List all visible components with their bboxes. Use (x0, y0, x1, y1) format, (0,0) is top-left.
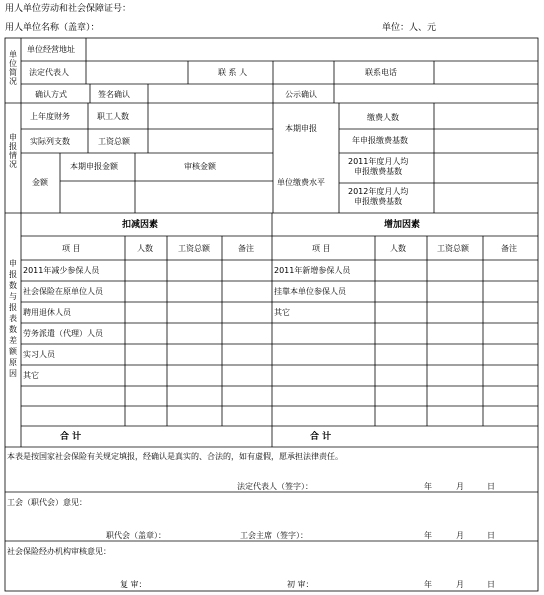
date-day: 日 (487, 580, 495, 589)
confirm-method-label: 确认方式 (35, 90, 67, 99)
apply-amount-label: 本期申报金额 (70, 162, 118, 171)
increase-total-label: 合 计 (310, 432, 332, 442)
level-2012-label: 2012年度月人均 申报缴费基数 (348, 187, 409, 206)
union-opinion-label: 工会（职代会）意见： (7, 498, 87, 507)
date-year: 年 (424, 482, 432, 491)
current-apply-label: 本期申报 (285, 124, 317, 133)
first-review-label: 初 审： (287, 580, 314, 589)
public-confirm-label: 公示确认 (285, 90, 317, 99)
employee-count-label: 职工人数 (97, 112, 129, 121)
increase-col-wage: 工资总额 (437, 244, 469, 253)
deduct-item: 其它 (23, 371, 39, 380)
date-month: 月 (456, 482, 464, 491)
level-2011-label: 2011年度月人均 申报缴费基数 (348, 157, 409, 176)
deduct-factors-title: 扣减因素 (122, 220, 159, 230)
deduct-col-wage: 工资总额 (178, 244, 210, 253)
side-apply-status: 申报情况 (9, 133, 17, 169)
union-chair-signature-label: 工会主席（签字）： (240, 531, 308, 540)
deduct-col-note: 备注 (238, 244, 254, 253)
units-label: 单位：人、元 (382, 23, 437, 33)
deduct-col-item: 项 目 (62, 244, 81, 253)
actual-expense-label: 实际列支数 (30, 137, 70, 146)
contact-person-label: 联 系 人 (218, 68, 248, 77)
deduct-col-count: 人数 (137, 244, 153, 253)
side-diff-reason: 申报数与报表数差额原因 (9, 259, 17, 378)
increase-col-note: 备注 (501, 244, 517, 253)
agency-opinion-label: 社会保险经办机构审核意见： (7, 547, 111, 556)
deduct-item: 聘用退休人员 (23, 308, 71, 317)
sign-confirm-label: 签名确认 (98, 90, 130, 99)
increase-item: 挂靠本单位参保人员 (274, 287, 346, 296)
cert-number-label: 用人单位劳动和社会保障证号： (5, 4, 132, 14)
date-month: 月 (456, 580, 464, 589)
payment-level-label: 单位缴费水平 (277, 178, 325, 187)
declaration-statement: 本表是按国家社会保险有关规定填报，经确认是真实的、合法的，如有虚假，愿承担法律责任。 (7, 452, 343, 461)
deduct-item: 2011年减少参保人员 (23, 266, 100, 275)
union-seal-label: 职代会（盖章）： (106, 531, 166, 540)
audit-amount-label: 审核金额 (184, 162, 216, 171)
review-label: 复 审： (120, 580, 147, 589)
increase-col-item: 项 目 (312, 244, 331, 253)
date-day: 日 (487, 531, 495, 540)
increase-item: 其它 (274, 308, 290, 317)
legal-rep-signature-label: 法定代表人（签字）： (237, 482, 313, 491)
address-label: 单位经营地址 (27, 45, 75, 54)
date-year: 年 (424, 580, 432, 589)
annual-base-label: 年申报缴费基数 (352, 136, 408, 145)
date-year: 年 (424, 531, 432, 540)
deduct-item: 社会保险在原单位人员 (23, 287, 103, 296)
date-month: 月 (456, 531, 464, 540)
side-unit-brief: 单位简况 (9, 50, 17, 86)
increase-factors-title: 增加因素 (384, 220, 421, 230)
legal-rep-label: 法定代表人 (29, 68, 69, 77)
increase-col-count: 人数 (390, 244, 406, 253)
increase-item: 2011年新增参保人员 (274, 266, 351, 275)
contact-phone-label: 联系电话 (365, 68, 397, 77)
unit-name-label: 用人单位名称（盖章）： (5, 23, 100, 33)
wage-total-label: 工资总额 (98, 137, 130, 146)
last-year-finance-label: 上年度财务 (30, 112, 70, 121)
deduct-item: 劳务派遣（代理）人员 (23, 329, 103, 338)
deduct-total-label: 合 计 (60, 432, 82, 442)
amount-label: 金额 (32, 178, 48, 187)
date-day: 日 (487, 482, 495, 491)
deduct-item: 实习人员 (23, 350, 55, 359)
insured-count-label: 缴费人数 (367, 113, 399, 122)
